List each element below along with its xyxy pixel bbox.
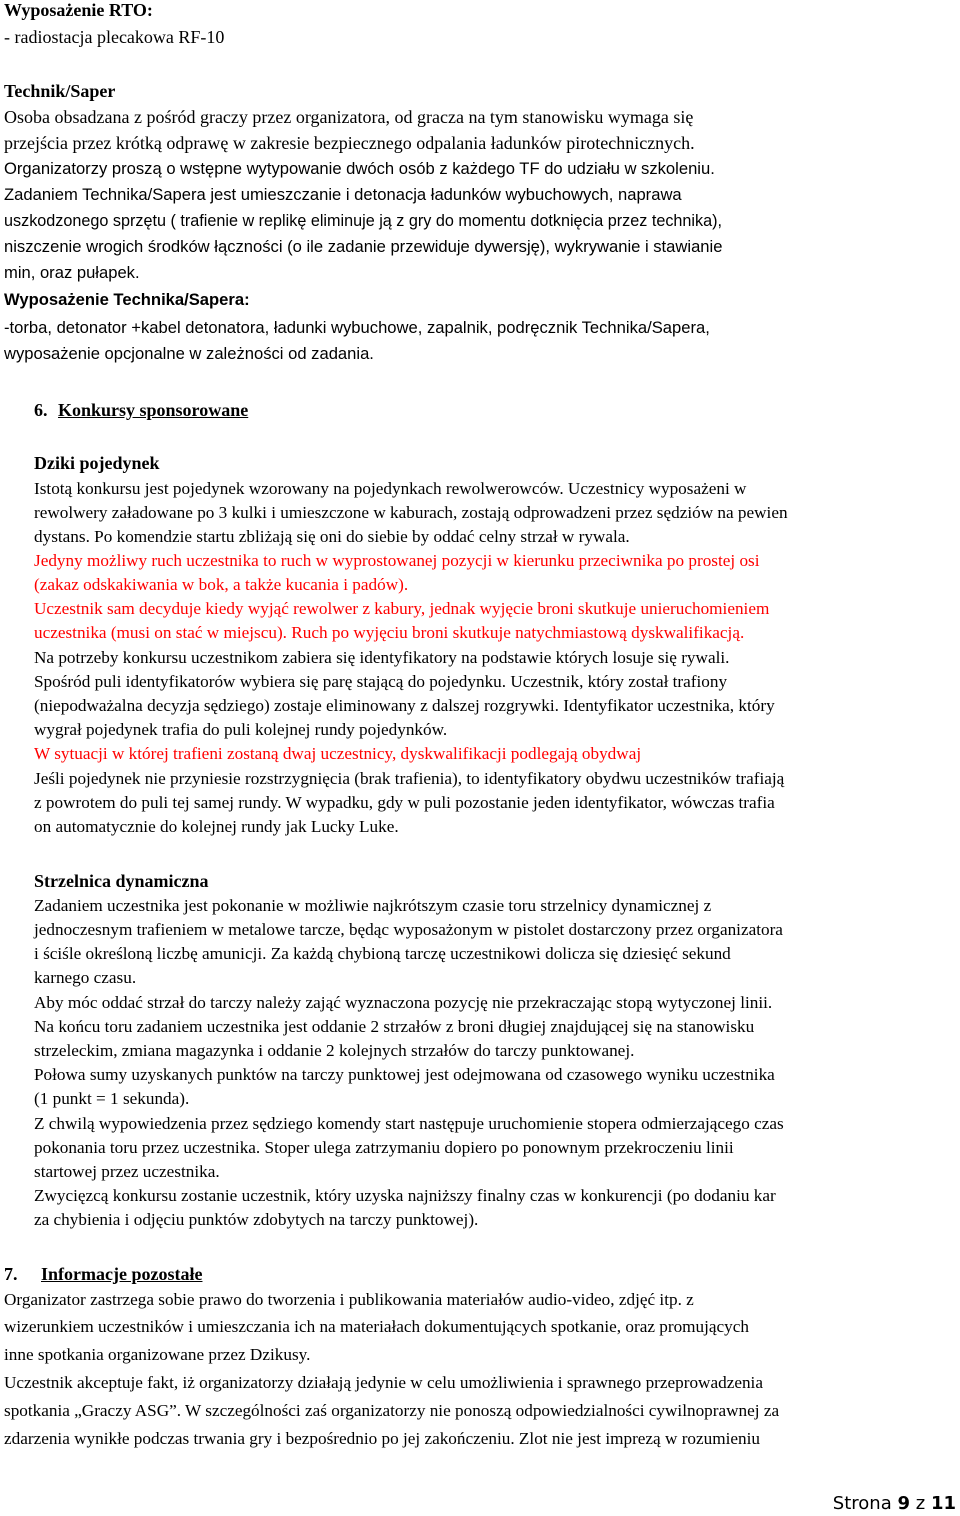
range-line: jednoczesnym trafieniem w metalowe tarcze, będąc wyposażonym w pistolet dostarczony przez organizatora xyxy=(34,920,783,939)
section-7-line: Organizator zastrzega sobie prawo do tworzenia i publikowania materiałów audio-video, zdjęć itp. z xyxy=(4,1290,694,1309)
duel-line: rewolwery załadowane po 3 kulki i umieszczone w kaburach, zostają odprowadzeni przez sędziów na pewien xyxy=(34,503,788,522)
range-line: strzeleckim, zmiana magazynka i oddanie 2 kolejnych strzałów do tarczy punktowanej. xyxy=(34,1041,635,1060)
range-line: Na końcu toru zadaniem uczestnika jest oddanie 2 strzałów z broni długiej znajdującej się na stanowisku xyxy=(34,1017,755,1036)
range-heading: Strzelnica dynamiczna xyxy=(34,871,209,891)
rto-heading: Wyposażenie RTO: xyxy=(4,0,153,20)
duel-line: Jeśli pojedynek nie przyniesie rozstrzygnięcia (brak trafienia), to identyfikatory obydwu uczestników trafiają xyxy=(34,769,785,788)
duel-rule-line: Uczestnik sam decyduje kiedy wyjąć rewolwer z kabury, jednak wyjęcie broni skutkuje unieruchomieniem xyxy=(34,599,770,618)
saper-line: przejścia przez krótką odprawę w zakresie bezpiecznego odpalania ładunków pirotechnicznych. xyxy=(4,133,695,153)
duel-rule-line: uczestnika (musi on stać w miejscu). Ruch po wyjęciu broni skutkuje natychmiastową dyskwalifikacją. xyxy=(34,623,745,642)
range-line: Zadaniem uczestnika jest pokonanie w możliwie najkrótszym czasie toru strzelnicy dynamicznej z xyxy=(34,896,712,915)
section-7-title: Informacje pozostałe xyxy=(41,1264,203,1284)
page-total: 11 xyxy=(930,1493,956,1514)
page-word: Strona xyxy=(832,1493,892,1514)
range-line: Zwycięzcą konkursu zostanie uczestnik, który uzyska najniższy finalny czas w konkurencji (po dodaniu kar xyxy=(34,1186,776,1205)
range-line: i ściśle określoną liczbę amunicji. Za każdą chybioną tarczę uczestnikowi dolicza się dziesięć sekund xyxy=(34,944,731,963)
page-number xyxy=(833,1492,956,1516)
range-line: pokonania toru przez uczestnika. Stoper ulega zatrzymaniu dopiero po ponownym przekroczeniu linii xyxy=(34,1138,734,1157)
rto-item: - radiostacja plecakowa RF-10 xyxy=(4,27,225,47)
range-line: (1 punkt = 1 sekunda). xyxy=(34,1089,190,1108)
section-7-line: wizerunkiem uczestników i umieszczania ich na materiałach dokumentujących spotkanie, oraz promujących xyxy=(4,1317,749,1336)
section-7-line: zdarzenia wynikłe podczas trwania gry i bezpośrednio po jej zakończeniu. Zlot nie jest imprezą w rozumieniu xyxy=(4,1429,760,1448)
range-line: startowej przez uczestnika. xyxy=(34,1162,220,1181)
saper-line: niszczenie wrogich środków łączności (o ile zadanie przewiduje dywersję), wykrywanie i stawianie xyxy=(4,237,723,256)
saper-line: Osoba obsadzana z pośród graczy przez organizatora, od gracza na tym stanowisku wymaga się xyxy=(4,107,694,127)
section-6-number: 6. xyxy=(34,400,48,420)
section-7-line: Uczestnik akceptuje fakt, iż organizatorzy działają jedynie w celu umożliwienia i sprawnego przeprowadzenia xyxy=(4,1373,763,1392)
section-7-number: 7. xyxy=(4,1264,18,1284)
duel-line: Na potrzeby konkursu uczestnikom zabiera się identyfikatory na podstawie których losuje się rywali. xyxy=(34,648,730,667)
duel-rule-line: (zakaz odskakiwania w bok, a także kucania i padów). xyxy=(34,575,409,594)
range-line: za chybienia i odjęciu punktów zdobytych na tarczy punktowej). xyxy=(34,1210,479,1229)
duel-line: Istotą konkursu jest pojedynek wzorowany na pojedynkach rewolwerowców. Uczestnicy wyposażeni w xyxy=(34,479,747,498)
saper-equipment-line: wyposażenie opcjonalne w zależności od zadania. xyxy=(4,344,374,363)
duel-line: wygrał pojedynek trafia do puli kolejnej rundy pojedynków. xyxy=(34,720,448,739)
range-line: Aby móc oddać strzał do tarczy należy zająć wyznaczona pozycję nie przekraczając stopą wytyczonej linii. xyxy=(34,993,773,1012)
range-line: Połowa sumy uzyskanych punktów na tarczy punktowej jest odejmowana od czasowego wyniku uczestnika xyxy=(34,1065,775,1084)
page-current: 9 xyxy=(897,1493,911,1514)
saper-line: Zadaniem Technika/Sapera jest umieszczanie i detonacja ładunków wybuchowych, naprawa xyxy=(4,185,682,204)
page-separator: z xyxy=(915,1493,926,1514)
duel-line: z powrotem do puli tej samej rundy. W wypadku, gdy w puli pozostanie jeden identyfikator, wówczas trafia xyxy=(34,793,775,812)
saper-line: Organizatorzy proszą o wstępne wytypowanie dwóch osób z każdego TF do udziału w szkoleniu. xyxy=(4,159,715,178)
saper-equipment-heading: Wyposażenie Technika/Sapera: xyxy=(4,290,250,309)
range-line: Z chwilą wypowiedzenia przez sędziego komendy start następuje uruchomienie stopera odmierzającego czas xyxy=(34,1114,784,1133)
section-6-title: Konkursy sponsorowane xyxy=(58,400,249,420)
section-7-line: inne spotkania organizowane przez Dzikusy. xyxy=(4,1345,311,1364)
duel-line: on automatycznie do kolejnej rundy jak Lucky Luke. xyxy=(34,817,399,836)
saper-equipment-line: -torba, detonator +kabel detonatora, ładunki wybuchowe, zapalnik, podręcznik Technika/Sapera, xyxy=(4,318,710,337)
saper-heading: Technik/Saper xyxy=(4,81,116,101)
section-7-line: spotkania „Graczy ASG”. W szczególności zaś organizatorzy nie ponoszą odpowiedzialności cywilnoprawnej za xyxy=(4,1401,780,1420)
duel-line: dystans. Po komendzie startu zbliżają się oni do siebie by oddać celny strzał w rywala. xyxy=(34,527,630,546)
duel-rule-line: W sytuacji w której trafieni zostaną dwaj uczestnicy, dyskwalifikacji podlegają obydwaj xyxy=(34,744,642,763)
saper-line: uszkodzonego sprzętu ( trafienie w replikę eliminuje ją z gry do momentu dotknięcia przez technika), xyxy=(4,212,722,230)
saper-line: min, oraz pułapek. xyxy=(4,263,140,282)
duel-line: (niepodważalna decyzja sędziego) zostaje eliminowany z dalszej rozgrywki. Identyfikator uczestnika, który xyxy=(34,696,775,715)
range-line: karnego czasu. xyxy=(34,968,137,987)
duel-heading: Dziki pojedynek xyxy=(34,453,160,473)
duel-rule-line: Jedyny możliwy ruch uczestnika to ruch w wyprostowanej pozycji w kierunku przeciwnika po prostej osi xyxy=(34,551,760,570)
duel-line: Spośród puli identyfikatorów wybiera się parę stającą do pojedynku. Uczestnik, który został trafiony xyxy=(34,672,728,691)
